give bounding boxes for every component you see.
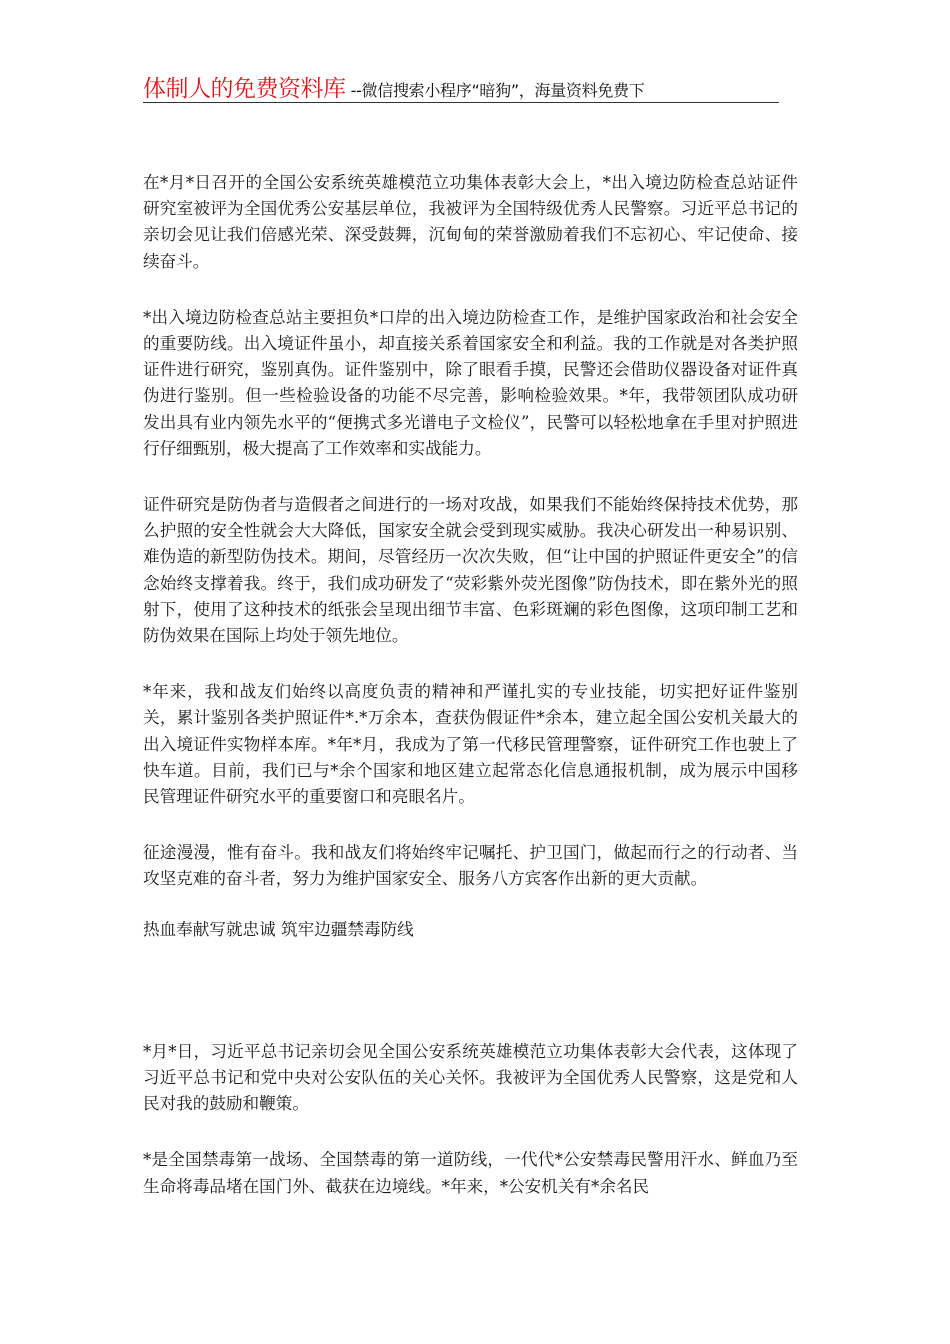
section-heading: 热血奉献写就忠诚 筑牢边疆禁毒防线: [143, 919, 414, 939]
paragraph: 在*月*日召开的全国公安系统英雄模范立功集体表彰大会上，*出入境边防检查总站证件研究室被评为全国优秀公安基层单位，我被评为全国特级优秀人民警察。习近平总书记的亲切会见让我们倍感光荣、深受鼓舞，沉甸甸的荣誉激励着我们不忘初心、牢记使命、接续奋斗。: [143, 173, 798, 271]
paragraph: *出入境边防检查总站主要担负*口岸的出入境边防检查工作，是维护国家政治和社会安全的重要防线。出入境证件虽小，却直接关系着国家安全和利益。我的工作就是对各类护照证件进行研究，鉴别真伪。证件鉴别中，除了眼看手摸，民警还会借助仪器设备对证件真伪进行鉴别。但一些检验设备的功能不尽完善，影响检验效果。*年，我带领团队成功研发出具有业内领先水平的“便携式多光谱电子文检仪”，民警可以轻松地拿在手里对护照进行仔细甄别，极大提高了工作效率和实战能力。: [143, 307, 798, 458]
paragraph: 征途漫漫，惟有奋斗。我和战友们将始终牢记嘱托、护卫国门，做起而行之的行动者、当攻坚克难的奋斗者，努力为维护国家安全、服务八方宾客作出新的更大贡献。: [143, 843, 798, 889]
document-body: [143, 170, 798, 1200]
header-brand: 体制人的免费资料库: [143, 76, 346, 102]
paragraph: *是全国禁毒第一战场、全国禁毒的第一道防线，一代代*公安禁毒民警用汗水、鲜血乃至生命将毒品堵在国门外、截获在边境线。*年来，*公安机关有*余名民: [143, 1150, 798, 1196]
header-tagline: --微信搜索小程序“暗狗”，海量资料免费下: [350, 81, 645, 100]
paragraph: *月*日，习近平总书记亲切会见全国公安系统英雄模范立功集体表彰大会代表，这体现了习近平总书记和党中央对公安队伍的关心关怀。我被评为全国优秀人民警察，这是党和人民对我的鼓励和鞭策。: [143, 1041, 798, 1114]
paragraph: 证件研究是防伪者与造假者之间进行的一场对攻战，如果我们不能始终保持技术优势，那么护照的安全性就会大大降低，国家安全就会受到现实威胁。我决心研发出一种易识别、难伪造的新型防伪技术。期间，尽管经历一次次失败，但“让中国的护照证件更安全”的信念始终支撑着我。终于，我们成功研发了“荧彩紫外荧光图像”防伪技术，即在紫外光的照射下，使用了这种技术的纸张会呈现出细节丰富、色彩斑斓的彩色图像，这项印制工艺和防伪效果在国际上均处于领先地位。: [143, 495, 798, 646]
document-header: [143, 70, 779, 103]
paragraph: *年来，我和战友们始终以高度负责的精神和严谨扎实的专业技能，切实把好证件鉴别关，累计鉴别各类护照证件*.*万余本，查获伪假证件*余本，建立起全国公安机关最大的出入境证件实物样本库。*年*月，我成为了第一代移民管理警察，证件研究工作也驶上了快车道。目前，我们已与*余个国家和地区建立起常态化信息通报机制，成为展示中国移民管理证件研究水平的重要窗口和亮眼名片。: [143, 682, 798, 807]
